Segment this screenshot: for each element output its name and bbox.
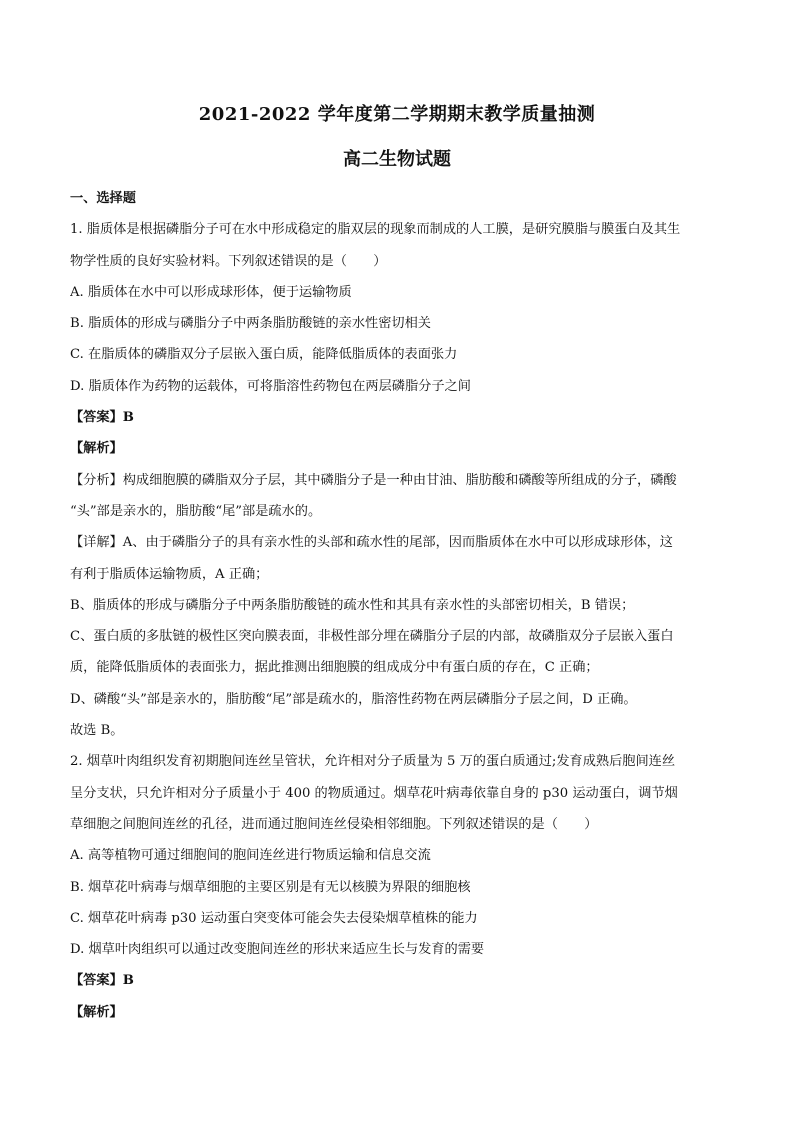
question-1-stem-line-1: 1. 脂质体是根据磷脂分子可在水中形成稳定的脂双层的现象而制成的人工膜，是研究膜脂与膜蛋白及其生 (70, 222, 681, 238)
document-body (70, 183, 732, 1028)
question-2-option-b: B. 烟草花叶病毒与烟草细胞的主要区别是有无以核膜为界限的细胞核 (70, 879, 471, 895)
question-1-analysis-line-1: 【分析】构成细胞膜的磷脂双分子层，其中磷脂分子是一种由甘油、脂肪酸和磷酸等所组成的分子，磷酸 (70, 472, 677, 488)
question-1-detail-line-2: 有利于脂质体运输物质，A 正确； (70, 566, 269, 582)
question-1-conclusion: 故选 B。 (70, 723, 124, 739)
question-1-option-c: C. 在脂质体的磷脂双分子层嵌入蛋白质，能降低脂质体的表面张力 (70, 347, 458, 363)
question-2-analysis-label: 【解析】 (70, 1004, 123, 1020)
exam-subtitle: 高二生物试题 (343, 149, 451, 170)
question-2-option-a: A. 高等植物可通过细胞间的胞间连丝进行物质运输和信息交流 (70, 848, 431, 864)
question-1-detail-line-1: 【详解】A、由于磷脂分子的具有亲水性的头部和疏水性的尾部，因而脂质体在水中可以形成球形体，这 (70, 535, 673, 551)
question-2-option-d: D. 烟草叶肉组织可以通过改变胞间连丝的形状来适应生长与发育的需要 (70, 942, 485, 958)
question-2-answer: 【答案】B (70, 973, 134, 989)
question-1-analysis-label: 【解析】 (70, 441, 123, 457)
question-1-detail-line-3: B、脂质体的形成与磷脂分子中两条脂肪酸链的疏水性和其具有亲水性的头部密切相关，B 错误； (70, 597, 635, 613)
question-1-option-a: A. 脂质体在水中可以形成球形体，便于运输物质 (70, 284, 352, 300)
question-1-detail-line-5: 质，能降低脂质体的表面张力，据此推测出细胞膜的组成成分中有蛋白质的存在，C 正确； (70, 660, 599, 676)
section-heading: 一、选择题 (70, 191, 136, 206)
question-2-option-c: C. 烟草花叶病毒 p30 运动蛋白突变体可能会失去侵染烟草植株的能力 (70, 910, 478, 926)
question-1-option-d: D. 脂质体作为药物的运载体，可将脂溶性药物包在两层磷脂分子之间 (70, 378, 471, 394)
question-2-stem-line-1: 2. 烟草叶肉组织发育初期胞间连丝呈管状，允许相对分子质量为 5 万的蛋白质通过;发育成熟后胞间连丝 (70, 754, 676, 770)
question-1-detail-line-6: D、磷酸“头”部是亲水的，脂肪酸“尾”部是疏水的，脂溶性药物在两层磷脂分子层之间，D 正确。 (70, 691, 637, 707)
question-2-stem-line-3: 草细胞之间胞间连丝的孔径，进而通过胞间连丝侵染相邻细胞。下列叙述错误的是（ ） (70, 816, 598, 832)
question-1-detail-line-4: C、蛋白质的多肽链的极性区突向膜表面，非极性部分埋在磷脂分子层的内部，故磷脂双分子层嵌入蛋白 (70, 629, 674, 645)
question-2-stem-line-2: 呈分支状，只允许相对分子质量小于 400 的物质通过。烟草花叶病毒依靠自身的 p30 运动蛋白，调节烟 (70, 785, 678, 801)
question-1-option-b: B. 脂质体的形成与磷脂分子中两条脂肪酸链的亲水性密切相关 (70, 316, 431, 332)
question-1-answer: 【答案】B (70, 410, 134, 426)
question-1-analysis-line-2: “头”部是亲水的，脂肪酸“尾”部是疏水的。 (70, 503, 322, 519)
question-1-stem-line-2: 物学性质的良好实验材料。下列叙述错误的是（ ） (70, 253, 387, 269)
exam-title: 2021-2022 学年度第二学期期末教学质量抽测 (198, 104, 596, 125)
